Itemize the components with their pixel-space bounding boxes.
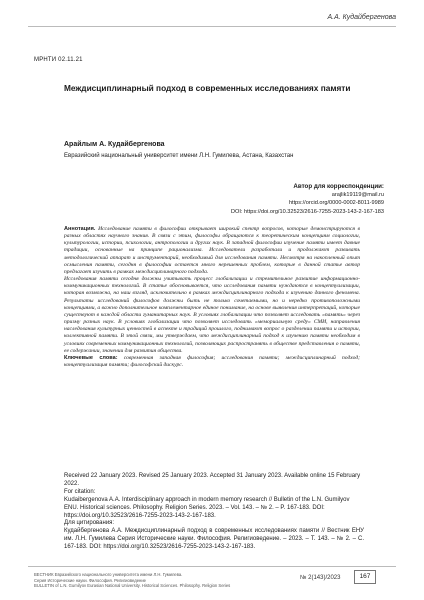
footer-line-1: ВЕСТНИК Евразийского национального университета имени Л.Н. Гумилева. [34, 572, 183, 577]
email-link[interactable]: arajlik19119@mail.ru [331, 192, 384, 199]
journal-footer [34, 572, 230, 589]
abstract-label: Аннотация. [64, 226, 96, 232]
article-dates: Received 22 January 2023. Revised 25 January 2023. Accepted 31 January 2023. Available online 15 February 2022. [64, 473, 361, 487]
footer-line-2: Серия Исторические науки. Философия. Религиоведение [34, 577, 147, 583]
author-affiliation: Евразийский национальный университет имени Л.Н. Гумилева, Астана, Казахстан [64, 153, 294, 159]
citation-ru-label: Для цитирования: [64, 520, 115, 527]
footer-rule [28, 566, 396, 567]
corresponding-block [231, 183, 384, 216]
abstract-paragraph-1 [64, 226, 360, 276]
page-number: 167 [354, 570, 376, 584]
orcid-link[interactable]: https://orcid.org/0000-0002-8011-9989 [288, 200, 384, 207]
keywords [64, 355, 360, 369]
doi-link[interactable]: DOI: https://doi.org/10.32523/2616-7255-2023-143-2-167-183 [230, 208, 384, 215]
running-head: А.А. Кудайбергенова [327, 14, 396, 21]
abstract [64, 226, 360, 369]
issue-number: № 2(143)/2023 [300, 575, 341, 581]
citation-en-label: For citation: [64, 488, 96, 495]
article-metadata [64, 473, 364, 552]
author-name: Арайлым А. Кудайбергенова [64, 141, 165, 148]
article-title: Междисциплинарный подход в современных исследованиях памяти [64, 83, 351, 93]
keywords-text: современная западная философия; исследования памяти; междисциплинарный подход; концептуализация памяти; философский дискурс. [64, 354, 360, 368]
corresponding-label: Автор для корреспонденции: [293, 183, 384, 190]
header-rule [28, 26, 396, 27]
corresponding-email[interactable] [231, 191, 384, 199]
abstract-paragraph-2 [64, 276, 360, 355]
keywords-label: Ключевые слова: [64, 354, 118, 361]
citation-en: Kudaibergenova A.A. Interdisciplinary approach in modern memory research // Bulletin of the L.N. Gumilyov ENU. Historical sciences. Philosophy. Religion Series. 2023. – Vol. 143. – № 2. – P. 167-183. DOI: https://doi.org/10.32523/2616-7255-2023-143-2-167-183. [64, 496, 350, 519]
abstract-text-1: Исследование памяти в философии открывает широкий спектр вопросов, которые демонстрируются в разных областях научного знания. В связи с этим, философы обращаются к теоретическим концепциям социологии, культурологии, истории, психологии, антропологии и других наук. В западной философии изучение памяти имеет давние традиции, основанные на принципе рационализма. Исследователи разработали и продолжают развивать методологический аппарат и инструментарий, необходимый для исследования памяти. Несмотря на накопленный опыт осмысления памяти, сегодня в философии остается много нерешенных проблем, которые в данной статье автор предлагает изучить в рамках междисциплинарного подхода. [64, 226, 361, 275]
abstract-text-2: Исследования памяти сегодня должны учитывать процесс глобализации и стремительное развитие информационно-коммуникационных технологий. В статье обосновывается, что исследования памяти нуждаются в концептуализации, которая возможна, на наш взгляд, исключительно в рамках междисциплинарного подхода к изучению данного феномена. Результаты исследований философов должны быть не только сочетаемыми, но и нередко противоположными концепциями, а важно дополнительное комплементарное единое понимание, на основе выявления интерпретаций, которые существуют в каждой области гуманитарных наук. В условиях глобализации что позволяет исследовать «память» через призму разных наук. В условиях глобализации что позволяет исследовать «мемориальную среду» СМИ, направления наследования культурных ценностей в аспекте и традиций прошлого, поднимают вопрос о разделении памяти и истории, коллективной памяти. В этой связи, мы утверждаем, что междисциплинарный подход к изучению памяти необходим в условиях современных коммуникационных технологий, позволяющих распространять в обществе представления о памяти, ее содержании, значении для развития общества. [64, 276, 360, 354]
footer-line-3: BULLETIN of L.N. Gumilyov Eurasian National University. Historical Sciences. Philosophy. Religion Series [34, 583, 231, 589]
citation-ru: Кудайбергенова А.А. Междисциплинарный подход в современных исследованиях памяти // Вестник ЕНУ им. Л.Н. Гумилева Серия Исторические науки. Философия. Религиоведение. – 2023. – Т. 143. – № 2. – С. 167-183. DOI: https://doi.org/10.32523/2616-7255-2023-143-2-167-183. [64, 528, 364, 551]
udc-code: МРНТИ 02.11.21 [34, 57, 83, 63]
